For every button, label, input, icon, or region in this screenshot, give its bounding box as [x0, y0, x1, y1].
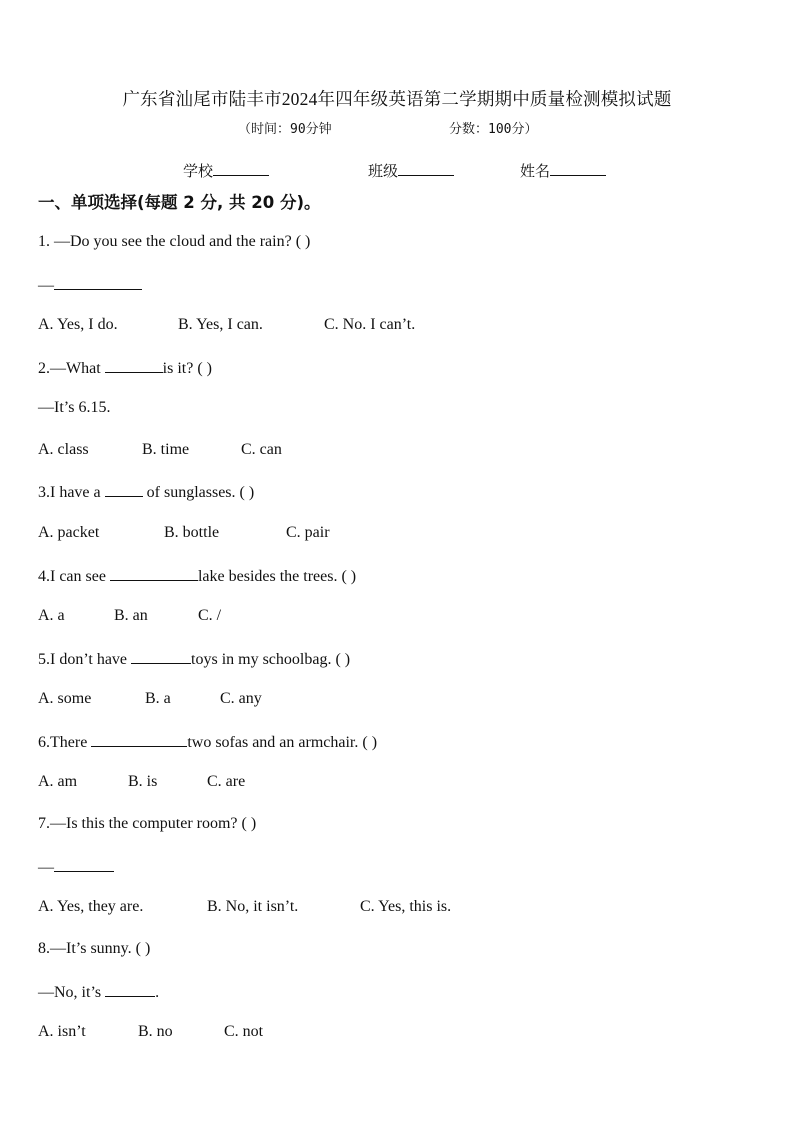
- option-c[interactable]: C. not: [224, 1023, 264, 1040]
- class-field: [368, 160, 454, 181]
- question-1: [38, 233, 310, 251]
- option-c[interactable]: C. any: [220, 690, 262, 707]
- exam-time: （时间：90分钟: [238, 122, 332, 137]
- option-a[interactable]: A. packet: [38, 524, 100, 541]
- option-c[interactable]: C. /: [198, 607, 222, 624]
- question-7-text: 7.—Is this the computer room? ( ): [38, 815, 257, 832]
- question-8: [38, 940, 150, 958]
- answer-blank[interactable]: [54, 857, 114, 872]
- name-label: 姓名: [520, 164, 551, 180]
- option-b[interactable]: B. bottle: [164, 524, 220, 541]
- question-2-text-end: is it? ( ): [162, 360, 212, 377]
- option-a[interactable]: A. some: [38, 690, 92, 707]
- option-a[interactable]: A. isn’t: [38, 1023, 86, 1040]
- question-5: [38, 649, 350, 669]
- school-blank[interactable]: [213, 161, 269, 176]
- option-a[interactable]: A. class: [38, 441, 89, 458]
- question-7-dash: —: [38, 859, 54, 876]
- question-4-text-start: 4.I can see: [38, 568, 110, 585]
- option-b[interactable]: B. is: [128, 773, 158, 790]
- option-c[interactable]: C. are: [207, 773, 246, 790]
- exam-score: 分数：100分）: [449, 122, 538, 137]
- option-c[interactable]: C. pair: [286, 524, 330, 541]
- question-7: [38, 815, 256, 833]
- option-a[interactable]: A. a: [38, 607, 65, 624]
- question-5-text-start: 5.I don’t have: [38, 651, 132, 668]
- class-blank[interactable]: [398, 161, 454, 176]
- page-title: 广东省汕尾市陆丰市2024年四年级英语第二学期期中质量检测模拟试题: [122, 89, 672, 109]
- question-5-text-end: toys in my schoolbag. ( ): [191, 651, 351, 668]
- answer-blank[interactable]: [105, 482, 143, 497]
- question-3: [38, 482, 254, 502]
- answer-blank[interactable]: [54, 275, 142, 290]
- class-label: 班级: [368, 164, 399, 180]
- option-b[interactable]: B. a: [145, 690, 171, 707]
- question-4: [38, 566, 356, 586]
- question-1-dash: —: [38, 277, 54, 294]
- question-2-reply: [38, 399, 110, 417]
- question-2-reply-text: —It’s 6.15.: [38, 399, 111, 416]
- option-a[interactable]: A. am: [38, 773, 78, 790]
- option-c[interactable]: C. can: [241, 441, 282, 458]
- question-2: [38, 358, 212, 378]
- option-c[interactable]: C. Yes, this is.: [360, 898, 452, 915]
- option-a[interactable]: A. Yes, they are.: [38, 898, 144, 915]
- answer-blank[interactable]: [91, 732, 187, 747]
- option-c[interactable]: C. No. I can’t.: [324, 316, 416, 333]
- question-8-reply-start: —No, it’s: [38, 984, 106, 1001]
- section-heading: 一、单项选择(每题 2 分, 共 20 分)。: [38, 193, 321, 212]
- name-blank[interactable]: [550, 161, 606, 176]
- answer-blank[interactable]: [105, 358, 163, 373]
- school-label: 学校: [183, 164, 214, 180]
- option-b[interactable]: B. No, it isn’t.: [207, 898, 299, 915]
- question-2-text-start: 2.—What: [38, 360, 105, 377]
- option-b[interactable]: B. Yes, I can.: [178, 316, 263, 333]
- question-1-text: 1. —Do you see the cloud and the rain? ( ): [38, 233, 311, 250]
- question-3-text-start: 3.I have a: [38, 484, 105, 501]
- question-8-reply: [38, 982, 159, 1002]
- question-4-text-end: lake besides the trees. ( ): [197, 568, 357, 585]
- question-7-answer-line: [38, 857, 114, 877]
- option-b[interactable]: B. time: [142, 441, 190, 458]
- option-a[interactable]: A. Yes, I do.: [38, 316, 118, 333]
- question-1-answer-line: [38, 275, 142, 295]
- school-field: [183, 160, 269, 181]
- answer-blank[interactable]: [131, 649, 191, 664]
- question-6-text-end: two sofas and an armchair. ( ): [187, 734, 378, 751]
- option-b[interactable]: B. an: [114, 607, 148, 624]
- question-8-text: 8.—It’s sunny. ( ): [38, 940, 151, 957]
- name-field: [520, 160, 606, 181]
- option-b[interactable]: B. no: [138, 1023, 173, 1040]
- answer-blank[interactable]: [110, 566, 198, 581]
- question-6: [38, 732, 377, 752]
- question-6-text-start: 6.There: [38, 734, 92, 751]
- question-3-text-end: of sunglasses. ( ): [142, 484, 255, 501]
- question-8-reply-end: .: [155, 984, 160, 1001]
- answer-blank[interactable]: [105, 982, 155, 997]
